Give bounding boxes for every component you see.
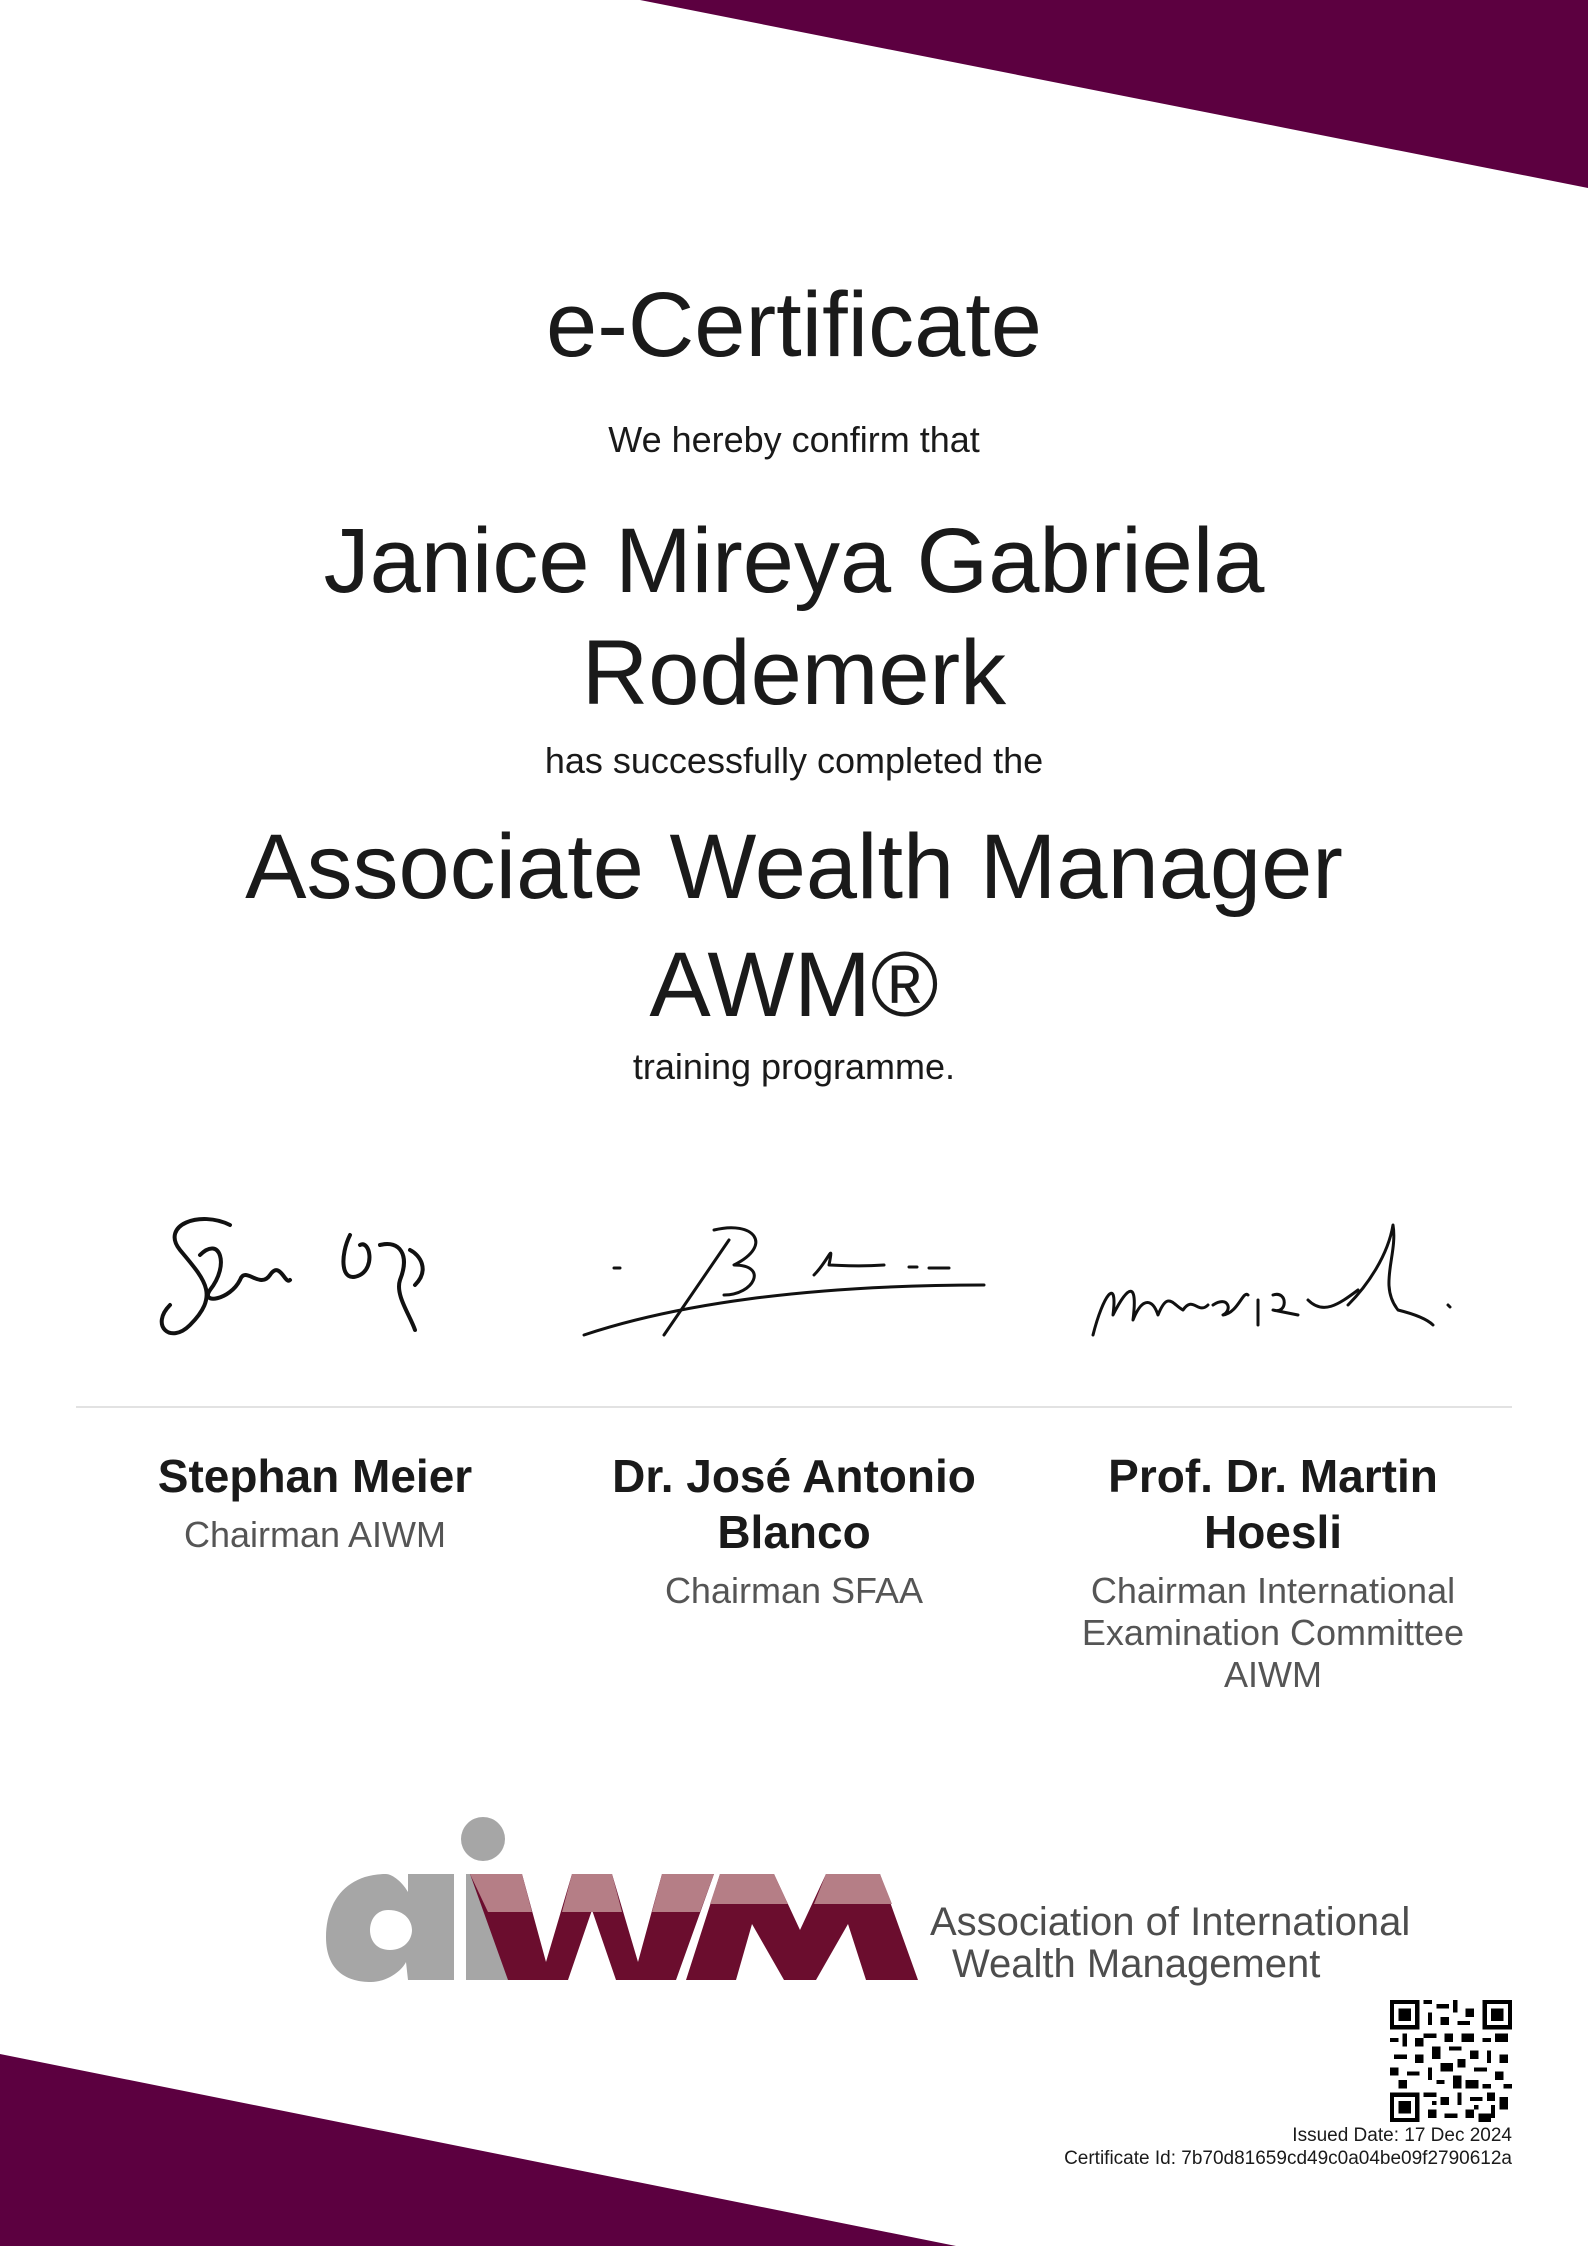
signatory-role: Chairman AIWM (183, 1514, 447, 1555)
programme-name: Associate Wealth Manager AWM® (245, 816, 1343, 1036)
signatory-jose-antonio-blanco (564, 1448, 1024, 1612)
logo-text-line1: Association of International (930, 1900, 1411, 1944)
signatory-role: Chairman International Examination Committee AIWM (1081, 1570, 1465, 1695)
top-right-band (640, 0, 1588, 188)
logo-text-line2: Wealth Management (952, 1942, 1321, 1986)
completed-text: has successfully completed the (544, 740, 1044, 781)
signature-divider (76, 1406, 1512, 1408)
bottom-left-band (0, 2054, 956, 2246)
recipient-name: Janice Mireya Gabriela Rodemerk (323, 510, 1265, 724)
certificate-meta (1064, 2124, 1512, 2170)
signatory-name: Stephan Meier (157, 1450, 473, 1502)
issued-date: Issued Date: 17 Dec 2024 (1292, 2125, 1512, 2146)
qr-code-icon (1390, 2000, 1512, 2122)
signature-stephan-meier (110, 1195, 530, 1365)
signatory-martin-hoesli (1043, 1448, 1503, 1696)
logo-dot (461, 1817, 505, 1861)
programme-suffix: training programme. (632, 1046, 956, 1087)
logo-letter-a (326, 1874, 454, 1982)
confirm-text: We hereby confirm that (608, 419, 980, 460)
signatory-stephan-meier (85, 1448, 545, 1556)
certificate-title: e-Certificate (546, 274, 1042, 376)
signatory-name: Prof. Dr. Martin Hoesli (1108, 1450, 1438, 1558)
signatory-name: Dr. José Antonio Blanco (612, 1450, 976, 1558)
signature-martin-hoesli (1058, 1195, 1478, 1365)
aiwm-logo (326, 1812, 1411, 1992)
signature-jose-antonio-blanco (584, 1195, 1004, 1365)
signatory-role: Chairman SFAA (664, 1570, 924, 1611)
certificate-id: Certificate Id: 7b70d81659cd49c0a04be09f2790612a (1064, 2148, 1512, 2169)
